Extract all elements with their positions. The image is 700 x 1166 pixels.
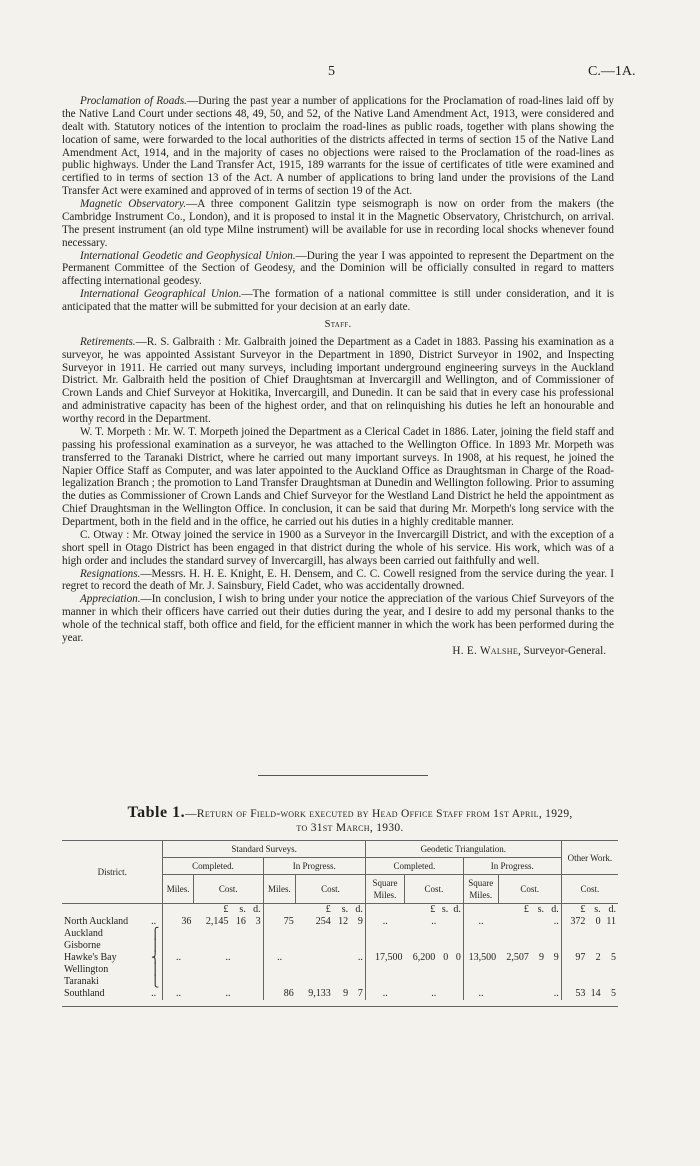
paragraph-heading: Appreciation. (80, 593, 141, 606)
currency-pence: d. (355, 904, 363, 915)
other-cost-pence: 11 (606, 916, 616, 927)
std-progress-cost: .. (357, 952, 363, 963)
std-progress-cost-pence: 7 (357, 988, 363, 999)
geo-completed-square-miles: .. (365, 916, 404, 928)
header-cost: Cost. (296, 875, 366, 904)
std-progress-cost-shillings: 12 (338, 916, 349, 927)
header-square-miles: Square Miles. (365, 875, 404, 904)
geo-completed-cost-pounds: 6,200 (412, 952, 436, 963)
table-title-line-2: to 31st March, 1930. (296, 822, 404, 834)
signature-title: , Surveyor-General. (518, 644, 606, 657)
header-geodetic-in-progress: In Progress. (463, 858, 561, 875)
std-completed-cost-shillings: 16 (235, 916, 246, 927)
header-geodetic-completed: Completed. (365, 858, 463, 875)
currency-pounds: £ (325, 904, 331, 915)
paragraph-text: —The formation of a national committee is still under consideration, and it is anticipated that the matter will be submitted for your decision at an early date. (62, 288, 615, 313)
paragraph-heading: Retirements. (80, 335, 136, 348)
currency-pence: d. (551, 904, 559, 915)
currency-pence: d. (608, 904, 616, 915)
brace-bottom: ⎩ (151, 976, 160, 988)
geo-progress-cost-pounds: 2,507 (506, 952, 529, 963)
paragraph-geographical-union (62, 288, 614, 314)
other-cost-pence: 5 (611, 988, 616, 999)
table-row (62, 988, 618, 1000)
geo-progress-cost: .. (553, 916, 559, 927)
header-district: District. (62, 841, 163, 904)
paragraph-heading: Magnetic Observatory. (80, 198, 187, 210)
std-completed-cost: .. (225, 988, 231, 999)
header-standard-surveys: Standard Surveys. (163, 841, 365, 858)
geo-completed-cost-pence: 0 (455, 952, 461, 963)
geo-completed-cost-shillings: 0 (443, 952, 449, 963)
page-number: 5 (328, 64, 335, 79)
other-cost-shillings: 2 (595, 952, 601, 963)
std-progress-cost-shillings: 9 (343, 988, 349, 999)
geo-completed-square-miles: 17,500 (365, 952, 404, 964)
geo-completed-cost: .. (431, 916, 437, 927)
currency-pounds: £ (223, 904, 229, 915)
currency-shillings: s. (239, 904, 246, 915)
table-row (62, 964, 618, 976)
other-cost-shillings: 0 (595, 916, 601, 927)
geo-progress-cost-pence: 9 (553, 952, 559, 963)
body-text (62, 95, 614, 658)
staff-section-heading: Staff. (324, 318, 352, 330)
document-code: C.—1A. (588, 64, 636, 79)
header-cost: Cost. (561, 875, 618, 904)
header-other-work: Other Work. (561, 841, 618, 875)
district-name: Southland (64, 988, 105, 999)
district-name: Gisborne (64, 940, 101, 951)
leader-dots: .. (151, 988, 157, 999)
signature (62, 645, 614, 658)
paragraph-geodetic-union (62, 250, 614, 289)
table-row (62, 916, 618, 928)
paragraph-text: —A three component Galitzin type seismograph is now on order from the makers (the Cambridge Instrument Co., London), and it is proposed to instal it in the Magnetic Observatory, Christchurch, on arrival. The present instrument (an old type Milne instrument) will be available for use in recording local shocks whenever found necessary. (62, 198, 615, 249)
other-cost-pence: 5 (611, 952, 616, 963)
other-cost-pounds: 97 (561, 952, 587, 964)
table-title-line-1: —Return of Field-work executed by Head Office Staff from 1st April, 1929, (185, 808, 573, 820)
currency-shillings: s. (341, 904, 349, 915)
std-completed-miles: .. (163, 988, 193, 1000)
district-name: Wellington (64, 964, 109, 975)
paragraph-text: —Messrs. H. H. E. Knight, E. H. Densem, and C. C. Cowell resigned from the service during the year. I regret to record the death of Mr. J. Sainsbury, Field Cadet, who was accidentally drowned. (62, 567, 614, 593)
table-number: Table 1. (127, 804, 186, 821)
paragraph-proclamation-of-roads (62, 95, 614, 198)
other-cost-pounds: 372 (561, 916, 587, 928)
std-progress-miles: .. (263, 952, 296, 964)
table-row (62, 976, 618, 988)
paragraph-heading: Proclamation of Roads. (80, 95, 187, 107)
table-row (62, 952, 618, 964)
geo-completed-cost: .. (431, 988, 437, 999)
section-divider (258, 775, 428, 776)
std-progress-cost-pounds: 9,133 (308, 988, 331, 999)
district-name: Taranaki (64, 976, 99, 987)
header-square-miles: Square Miles. (463, 875, 498, 904)
currency-pounds: £ (430, 904, 436, 915)
district-name: Hawke's Bay (64, 952, 117, 963)
paragraph-text: —In conclusion, I wish to bring under your notice the appreciation of the various Chief Surveyors of the manner in which their officers have carried out their duties during the year, and I desire to add my personal thanks to the whole of the technical staff, both office and field, for the efficient manner in which the work has been performed during the year. (62, 593, 614, 644)
brace-center: ⎨ (151, 952, 160, 964)
std-completed-cost: .. (225, 952, 231, 963)
district-name: Auckland (64, 928, 103, 939)
geo-progress-cost-shillings: 9 (539, 952, 545, 963)
brace-middle: ⎪ (151, 964, 160, 976)
geo-progress-square-miles: 13,500 (463, 952, 498, 964)
paragraph-morpeth: W. T. Morpeth : Mr. W. T. Morpeth joined the Department as a Clerical Cadet in 1886. Later, joining the field staff and passing his professional examination as a surveyor, he was attached to the Wellington Office. In 1893 Mr. Morpeth was transferred to the Taranaki District, where he carried out many important surveys. In 1908, at his request, he joined the Napier Office Staff as Computer, and was later appointed to the Auckland Office as Draughtsman in Charge of the Road-legalization Branch ; the promotion to Land Transfer Draughtsman at Dunedin and Wellington following. Prior to assuming the duties as Commissioner of Crown Lands and Chief Surveyor for the Westland Land District he held the appointment as Chief Draughtsman in the Wellington Office. In conclusion, it can be said that during Mr. Morpeth's long service with the Department, both in the field and in the office, he carried out his duties in a highly creditable manner. (62, 425, 614, 528)
paragraph-text: —R. S. Galbraith : Mr. Galbraith joined the Department as a Cadet in 1883. Passing his examination as a surveyor, he was appointed Assistant Surveyor in the Department in 1890, District Surveyor in 1902, and Inspecting Surveyor in 1911. He carried out many surveys, including important underground engineering surveys in the Auckland District. Mr. Galbraith held the position of Chief Draughtsman at Invercargill and Wellington, and of Commissioner of Crown Lands and Chief Surveyor at Hokitika, Invercargill, and Dunedin. It can be said that in every case his professional and administrative capacity has been of the highest order, and that on relinquishing his duties he left an honourable and worthy record in the Department. (62, 335, 614, 425)
other-cost-shillings: 14 (590, 988, 601, 999)
std-completed-cost-pence: 3 (255, 916, 261, 927)
paragraph-text: —During the past year a number of applications for the Proclamation of road-lines laid off by the Native Land Court under sections 48, 49, 50, and 52, of the Native Land Amendment Act, 1913, were considered and dealt with. Statutory notices of the intention to proclaim the road-lines as public roads, together with plans showing the location of same, were forwarded to the local authorities of the districts affected in terms of section 15 of the Native Land Amendment Act, 1914, and in the majority of cases no objections were raised to the Proclamation of the road-lines as public highways. Under the Land Transfer Act, 1915, 189 warrants for the issue of certificates of title were examined and certified to in terms of section 13 of the Act. A number of applications to bring land under the provisions of the Land Transfer Act were examined and approved of in terms of section 19 of the Act. (62, 95, 614, 198)
std-completed-cost-pounds: 2,145 (205, 916, 229, 927)
district-name: North Auckland (64, 916, 129, 927)
paragraph-heading: Resignations. (80, 567, 141, 580)
brace-middle: ⎪ (151, 940, 160, 952)
currency-pence: d. (253, 904, 261, 915)
paragraph-magnetic-observatory (62, 198, 614, 250)
std-completed-miles: .. (163, 952, 193, 964)
geo-progress-square-miles: .. (463, 988, 498, 1000)
table-row (62, 940, 618, 952)
table-title (70, 806, 630, 835)
paragraph-retirements (62, 336, 614, 426)
paragraph-heading: International Geographical Union. (80, 288, 242, 301)
currency-pounds: £ (523, 904, 529, 915)
paragraph-resignations (62, 568, 614, 594)
geo-completed-square-miles: .. (365, 988, 404, 1000)
currency-shillings: s. (594, 904, 601, 915)
header-geodetic-triangulation: Geodetic Triangulation. (365, 841, 561, 858)
std-progress-cost-pence: 9 (357, 916, 363, 927)
std-progress-cost-pounds: 254 (315, 916, 331, 927)
header-cost: Cost. (405, 875, 464, 904)
header-miles: Miles. (263, 875, 296, 904)
geo-progress-cost: .. (553, 988, 559, 999)
header-cost: Cost. (498, 875, 561, 904)
header-cost: Cost. (193, 875, 263, 904)
paragraph-text: —During the year I was appointed to represent the Department on the Permanent Committee of the Section of Geodesy, and the Dominion will be officially consulted in regard to matters affecting international geodesy. (62, 249, 614, 288)
header-miles: Miles. (163, 875, 193, 904)
paragraph-appreciation (62, 593, 614, 645)
currency-pounds: £ (561, 904, 587, 917)
paragraph-heading: International Geodetic and Geophysical Union. (80, 249, 296, 262)
header-standard-completed: Completed. (163, 858, 263, 875)
table-row (62, 928, 618, 940)
currency-shillings: s. (537, 904, 545, 915)
std-progress-miles: 86 (263, 988, 296, 1000)
std-progress-miles: 75 (263, 916, 296, 928)
signature-name: H. E. Walshe (452, 644, 519, 657)
std-completed-miles: 36 (163, 916, 193, 928)
paragraph-otway: C. Otway : Mr. Otway joined the service in 1900 as a Surveyor in the Invercargill District, and with the exception of a short spell in Otago District has been engaged in that district during the whole of his service. His work, which was of a high order and includes the standard survey of Invercargill, has always been carried out faithfully and well. (62, 528, 614, 567)
other-cost-pounds: 53 (561, 988, 587, 1000)
geo-progress-square-miles: .. (463, 916, 498, 928)
brace-top: ⎧ (151, 928, 160, 940)
currency-pence: d. (453, 904, 461, 915)
page-header (0, 64, 700, 84)
currency-row (62, 904, 618, 917)
field-work-table (62, 840, 618, 1007)
header-standard-in-progress: In Progress. (263, 858, 365, 875)
currency-shillings: s. (441, 904, 449, 915)
leader-dots: .. (151, 916, 157, 927)
